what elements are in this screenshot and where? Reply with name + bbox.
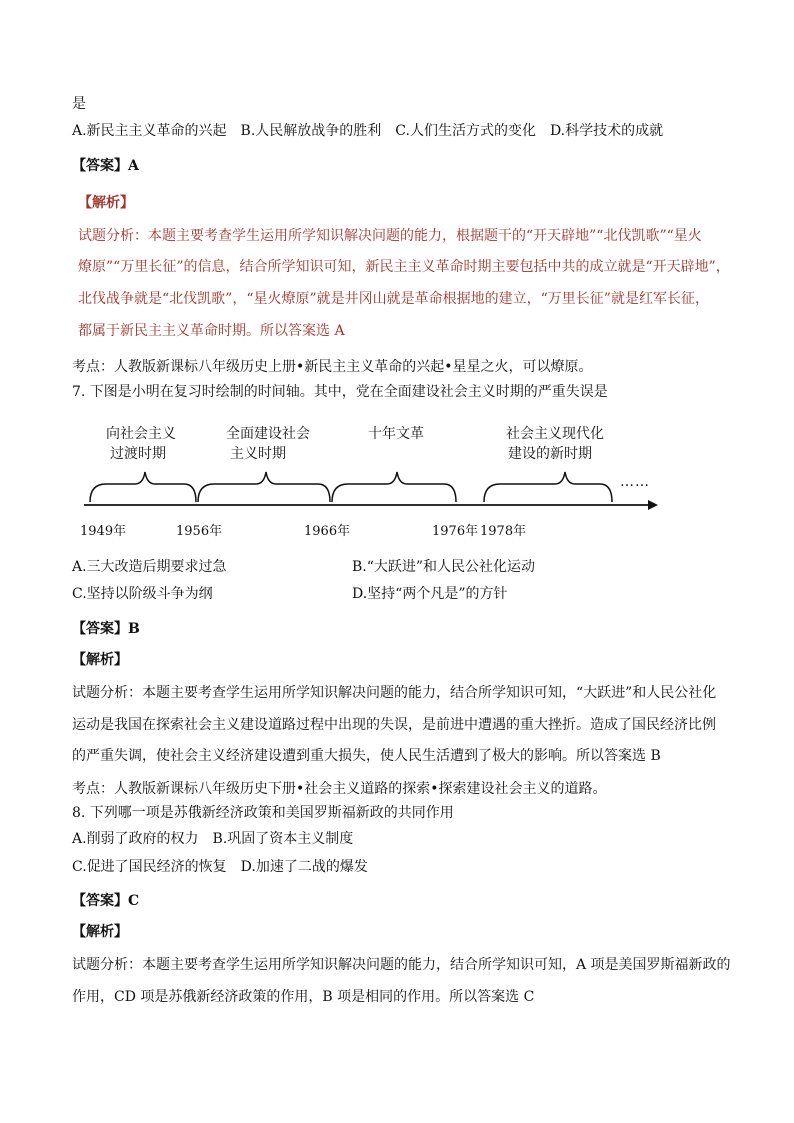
q8-stem: 8. 下列哪一项是苏俄新经济政策和美国罗斯福新政的共同作用 — [72, 805, 454, 821]
q7-analysis-tag: 【解析】 — [72, 652, 128, 668]
timeline-period-label: 全面建设社会 主义时期 — [226, 426, 310, 462]
timeline-period-label: 十年文革 — [368, 426, 424, 442]
q6-analysis-line: 都属于新民主主义革命时期。所以答案选 A — [78, 323, 345, 339]
q7-kaodian: 考点：人教版新课标八年级历史下册•社会主义道路的探索•探索建设社会主义的道路。 — [72, 781, 607, 797]
q8-answer: 【答案】C — [72, 893, 140, 909]
q8-options-row-2: C.促进了国民经济的恢复 D.加速了二战的爆发 — [72, 859, 368, 875]
timeline-year: 1949年 — [80, 524, 127, 539]
timeline-brace — [332, 472, 456, 502]
timeline-period-label: 社会主义现代化 建设的新时期 — [506, 426, 604, 462]
q6-options: A.新民主主义革命的兴起 B.人民解放战争的胜利 C.人们生活方式的变化 D.科学技术的成就 — [72, 123, 664, 139]
q7-analysis-line: 试题分析：本题主要考查学生运用所学知识解决问题的能力，结合所学知识可知，“大跃进”和人民公社化 — [72, 685, 717, 701]
timeline-ellipsis: …… — [620, 474, 650, 490]
timeline-year: 1966年 — [304, 524, 351, 539]
q6-answer: 【答案】A — [72, 158, 139, 174]
q6-analysis-line: 燎原”“万里长征”的信息，结合所学知识可知，新民主主义革命时期主要包括中共的成立就是“开天辟地”， — [78, 259, 730, 275]
timeline-year: 1978年 — [480, 524, 527, 539]
q7-option-b: B.“大跃进”和人民公社化运动 — [352, 559, 536, 575]
q7-option-d: D.坚持“两个凡是”的方针 — [352, 586, 508, 602]
q6-analysis-tag: 【解析】 — [78, 195, 134, 211]
timeline-arrowhead — [648, 500, 658, 510]
q8-options-row-1: A.削弱了政府的权力 B.巩固了资本主义制度 — [72, 831, 354, 847]
q8-analysis-line: 作用，CD 项是苏俄新经济政策的作用，B 项是相同的作用。所以答案选 C — [72, 989, 535, 1005]
q7-analysis-line: 的严重失调，使社会主义经济建设遭到重大损失，使人民生活遭到了极大的影响。所以答案选 B — [72, 748, 661, 764]
timeline-period-label: 向社会主义 过渡时期 — [106, 426, 176, 462]
q7-stem: 7. 下图是小明在复习时绘制的时间轴。其中，党在全面建设社会主义时期的严重失误是 — [72, 384, 608, 400]
timeline-brace — [484, 472, 612, 502]
q8-analysis-line: 试题分析：本题主要考查学生运用所学知识解决问题的能力，结合所学知识可知，A 项是美国罗斯福新政的 — [72, 957, 731, 973]
q6-kaodian: 考点：人教版新课标八年级历史上册•新民主主义革命的兴起•星星之火，可以燎原。 — [72, 359, 593, 375]
q7-analysis-line: 运动是我国在探索社会主义建设道路过程中出现的失误，是前进中遭遇的重大挫折。造成了国民经济比例 — [72, 717, 716, 733]
q6-analysis-line: 试题分析：本题主要考查学生运用所学知识解决问题的能力，根据题干的“开天辟地”“北伐凯歌”“星火 — [78, 228, 702, 244]
q8-analysis-tag: 【解析】 — [72, 924, 128, 940]
timeline-brace — [198, 472, 330, 502]
timeline-svg — [0, 0, 794, 560]
q7-option-c: C.坚持以阶级斗争为纲 — [72, 586, 213, 602]
timeline-year: 1976年 — [432, 524, 479, 539]
timeline-brace — [90, 472, 196, 502]
q6-analysis-line: 北伐战争就是“北伐凯歌”，“星火燎原”就是井冈山就是革命根据地的建立，“万里长征”就是红军长征， — [78, 291, 709, 307]
q7-option-a: A.三大改造后期要求过急 — [72, 559, 227, 575]
timeline-year: 1956年 — [176, 524, 223, 539]
q6-stem-tail: 是 — [72, 96, 86, 112]
q7-answer: 【答案】B — [72, 621, 140, 637]
